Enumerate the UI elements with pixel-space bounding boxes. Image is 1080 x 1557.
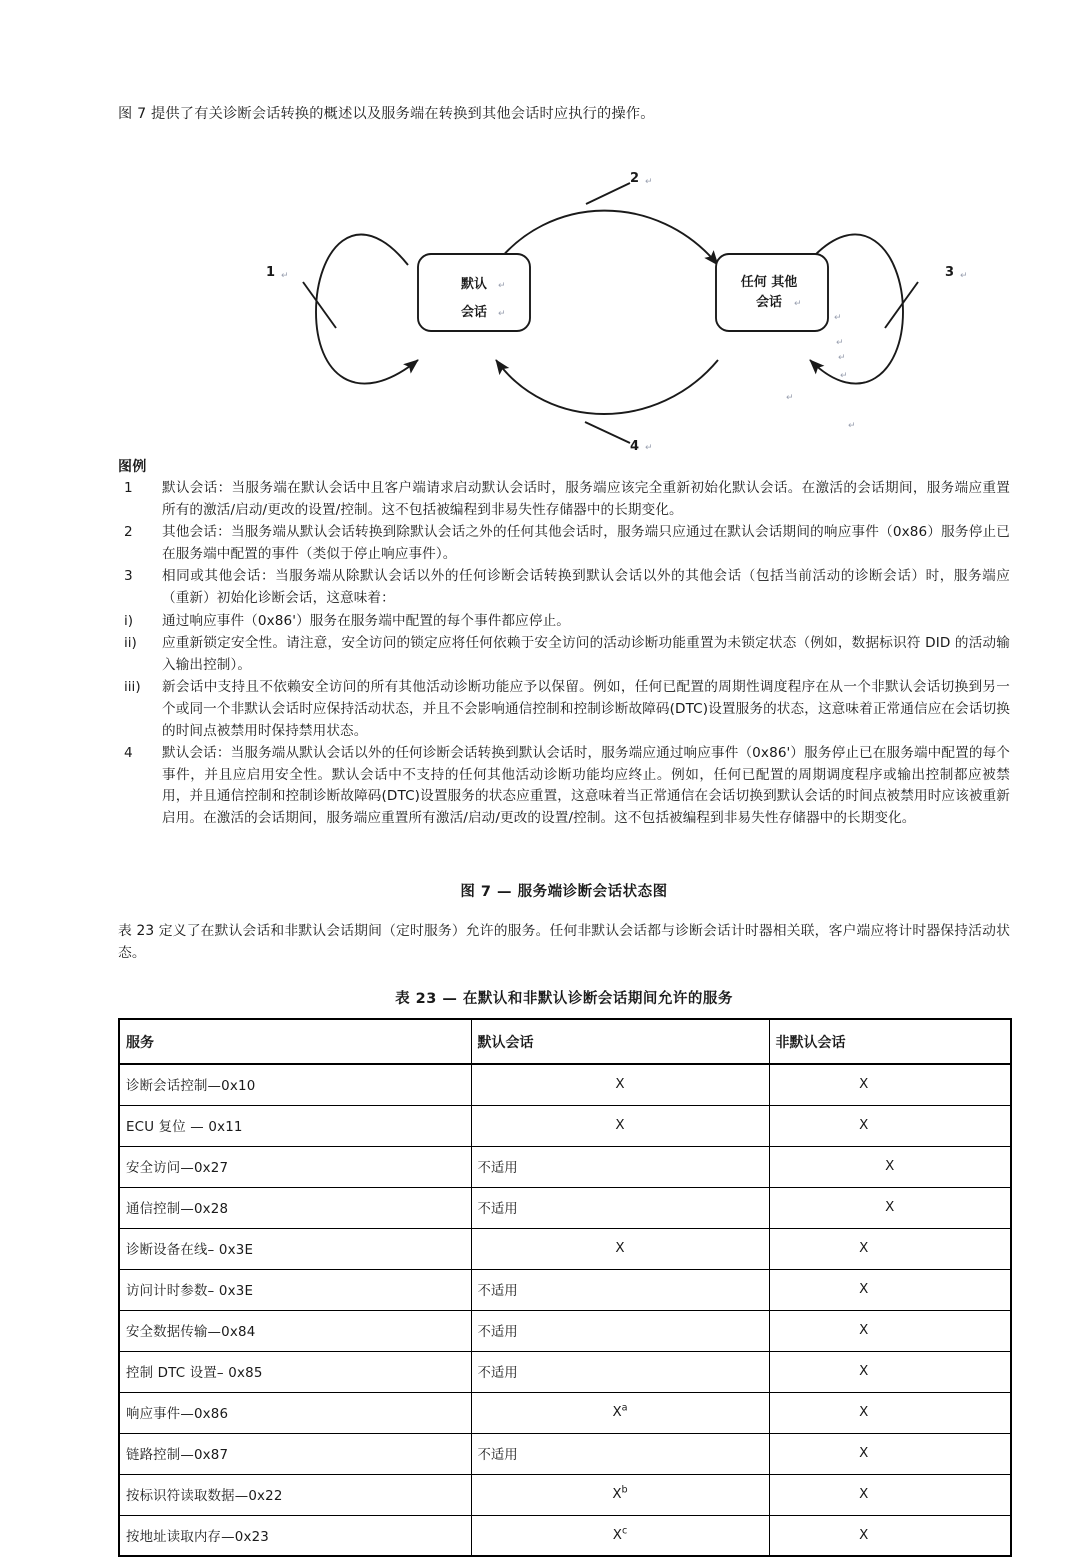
legend-item-number: i): [124, 612, 134, 629]
legend-item: [118, 633, 1010, 676]
legend-item-text: 默认会话：当服务端从默认会话以外的任何诊断会话转换到默认会话时，服务端应通过响应事件（0x86'）服务停止已在服务端中配置的每个事件，并且应启用安全性。默认会话中不支持的任何其他活动诊断功能均应终止。例如，任何已配置的周期调度程序或输出控制都应被禁用，并且通信控制和控制诊断故障码(DTC)设置服务的状态应重置，这意味着当正常通信在会话切换到默认会话的时间点被禁用时应该被重新启用。在激活的会话期间，服务端应重置所有激活/启动/更改的设置/控制。这不包括被编程到非易失性存储器中的长期变化。: [162, 745, 1010, 826]
table-caption: 表 23 — 在默认和非默认诊断会话期间允许的服务: [395, 991, 733, 1007]
cell-service-name: 链路控制—0x87: [119, 1433, 471, 1474]
footnote-marker: b: [621, 1484, 628, 1496]
pilcrow-mark: ↵: [960, 271, 968, 281]
cell-service-name: 响应事件—0x86: [119, 1392, 471, 1433]
table-row: [119, 1474, 1011, 1515]
pilcrow-mark: ↵: [645, 177, 653, 187]
cell-service-name: 安全数据传输—0x84: [119, 1310, 471, 1351]
cell-service-name: 按地址读取内存—0x23: [119, 1515, 471, 1556]
cell-nondefault-session: X: [769, 1515, 1011, 1556]
cell-service-name: 控制 DTC 设置– 0x85: [119, 1351, 471, 1392]
legend-item-number: 4: [124, 745, 133, 762]
pilcrow-mark: ↵: [281, 271, 289, 281]
allowed-services-table: [118, 1018, 1012, 1557]
cell-nondefault-session: X: [769, 1433, 1011, 1474]
node-any-other-session: [716, 254, 828, 331]
figure-state-diagram: [118, 160, 1010, 454]
pilcrow-mark: ↵: [848, 421, 856, 431]
cell-default-session: 不适用: [471, 1310, 769, 1351]
table-row: [119, 1228, 1011, 1269]
legend-list: [118, 478, 1010, 831]
leader-line-1: [303, 282, 336, 328]
legend-heading: 图例: [118, 459, 147, 475]
legend-item: [118, 677, 1010, 742]
transition-marker-3: 3: [945, 265, 955, 280]
state-diagram-svg: [118, 160, 1010, 454]
table-row: [119, 1433, 1011, 1474]
cell-default-session: 不适用: [471, 1351, 769, 1392]
legend-item-number: 1: [124, 480, 133, 496]
column-header-service: 服务: [119, 1019, 471, 1064]
cell-nondefault-session: X: [769, 1474, 1011, 1515]
cell-default-session: X: [471, 1228, 769, 1269]
cell-service-name: ECU 复位 — 0x11: [119, 1105, 471, 1146]
table-row: [119, 1064, 1011, 1105]
cell-default-session: 不适用: [471, 1146, 769, 1187]
cell-service-name: 诊断设备在线– 0x3E: [119, 1228, 471, 1269]
cell-default-session: 不适用: [471, 1187, 769, 1228]
leader-line-2: [586, 183, 630, 204]
transition-marker-1: 1: [266, 265, 276, 280]
legend-item-number: 2: [124, 524, 133, 541]
pilcrow-mark: ↵: [786, 393, 794, 403]
legend-item: [118, 478, 1010, 521]
footnote-marker: a: [621, 1402, 628, 1414]
cell-service-name: 访问计时参数– 0x3E: [119, 1269, 471, 1310]
cell-service-name: 诊断会话控制—0x10: [119, 1064, 471, 1105]
table-header-row: [119, 1019, 1011, 1064]
cell-nondefault-session: X: [769, 1064, 1011, 1105]
cell-default-session: $X^c$: [471, 1515, 769, 1556]
footnote-marker: c: [621, 1525, 628, 1537]
cell-nondefault-session: X: [769, 1310, 1011, 1351]
cell-nondefault-session: X: [769, 1146, 1011, 1187]
legend-item: [118, 566, 1010, 609]
cell-default-session: $X^b$: [471, 1474, 769, 1515]
node-default-session-line1: 默认: [460, 277, 488, 292]
column-header-nondefault-session: 非默认会话: [769, 1019, 1011, 1064]
cell-nondefault-session: X: [769, 1105, 1011, 1146]
table-row: [119, 1310, 1011, 1351]
pilcrow-mark: ↵: [836, 338, 844, 348]
cell-service-name: 安全访问—0x27: [119, 1146, 471, 1187]
legend-item-text: 新会话中支持且不依赖安全访问的所有其他活动诊断功能应予以保留。例如，任何已配置的周期性调度程序在从一个非默认会话切换到另一个或同一个非默认会话时应保持活动状态，并且不会影响通信控制和控制诊断故障码(DTC)设置服务的状态，这意味着正常通信应在会话切换的时间点被禁用时保持禁用状态。: [162, 679, 1010, 739]
column-header-default-session: 默认会话: [471, 1019, 769, 1064]
pilcrow-mark: ↵: [840, 371, 848, 381]
cell-default-session: X: [471, 1105, 769, 1146]
node-default-session-line2: 会话: [460, 305, 488, 320]
figure-caption: 图 7 — 服务端诊断会话状态图: [460, 884, 668, 900]
legend-item-number: iii): [124, 679, 141, 696]
pilcrow-mark: ↵: [834, 313, 842, 323]
pilcrow-mark: ↵: [645, 443, 653, 453]
transition-marker-4: 4: [630, 439, 640, 454]
post-figure-paragraph: 表 23 定义了在默认会话和非默认会话期间（定时服务）允许的服务。任何非默认会话都与诊断会话计时器相关联，客户端应将计时器保持活动状态。: [118, 923, 1010, 961]
legend-item-text: 通过响应事件（0x86'）服务在服务端中配置的每个事件都应停止。: [162, 612, 570, 629]
cell-default-session: $X^a$: [471, 1392, 769, 1433]
cell-nondefault-session: X: [769, 1392, 1011, 1433]
leader-line-4: [585, 422, 630, 443]
transition-marker-2: 2: [630, 171, 640, 186]
cell-service-name: 按标识符读取数据—0x22: [119, 1474, 471, 1515]
cell-default-session: 不适用: [471, 1269, 769, 1310]
transition-other-to-default: [496, 360, 718, 414]
cell-nondefault-session: X: [769, 1351, 1011, 1392]
cell-default-session: 不适用: [471, 1433, 769, 1474]
cell-service-name: 通信控制—0x28: [119, 1187, 471, 1228]
table-row: [119, 1105, 1011, 1146]
cell-default-session: X: [471, 1064, 769, 1105]
legend-item-text: 其他会话：当服务端从默认会话转换到除默认会话之外的任何其他会话时，服务端只应通过在默认会话期间的响应事件（0x86）服务停止已在服务端中配置的事件（类似于停止响应事件）。: [162, 524, 1010, 562]
node-any-other-session-line2: 会话: [755, 295, 783, 310]
table-body: [119, 1064, 1011, 1556]
table-row: [119, 1269, 1011, 1310]
table-row: [119, 1187, 1011, 1228]
legend-item-number: 3: [124, 568, 133, 585]
pilcrow-mark: ↵: [838, 353, 846, 363]
pilcrow-mark: ↵: [794, 299, 802, 309]
table-row: [119, 1515, 1011, 1556]
legend-item: [118, 611, 1010, 633]
table-row: [119, 1146, 1011, 1187]
transition-loop-default: [316, 235, 418, 384]
node-any-other-session-line1: 任何 其他: [740, 275, 798, 290]
cell-nondefault-session: X: [769, 1269, 1011, 1310]
legend-item-text: 应重新锁定安全性。请注意，安全访问的锁定应将任何依赖于安全访问的活动诊断功能重置为未锁定状态（例如，数据标识符 DID 的活动输入输出控制）。: [162, 635, 1010, 673]
cell-nondefault-session: X: [769, 1187, 1011, 1228]
table-row: [119, 1351, 1011, 1392]
intro-paragraph: 图 7 提供了有关诊断会话转换的概述以及服务端在转换到其他会话时应执行的操作。: [118, 106, 655, 122]
table-row: [119, 1392, 1011, 1433]
legend-item: [118, 743, 1010, 829]
pilcrow-mark: ↵: [498, 281, 506, 291]
legend-item-number: ii): [124, 635, 137, 652]
cell-nondefault-session: X: [769, 1228, 1011, 1269]
legend-item-text: 相同或其他会话：当服务端从除默认会话以外的任何诊断会话转换到默认会话以外的其他会话（包括当前活动的诊断会话）时，服务端应（重新）初始化诊断会话，这意味着：: [162, 568, 1010, 606]
legend-item: [118, 522, 1010, 565]
pilcrow-mark: ↵: [498, 309, 506, 319]
table-header: [119, 1019, 1011, 1064]
legend-item-text: 默认会话：当服务端在默认会话中且客户端请求启动默认会话时，服务端应该完全重新初始化默认会话。在激活的会话期间，服务端应重置所有的激活/启动/更改的设置/控制。这不包括被编程到非易失性存储器中的长期变化。: [162, 480, 1010, 518]
